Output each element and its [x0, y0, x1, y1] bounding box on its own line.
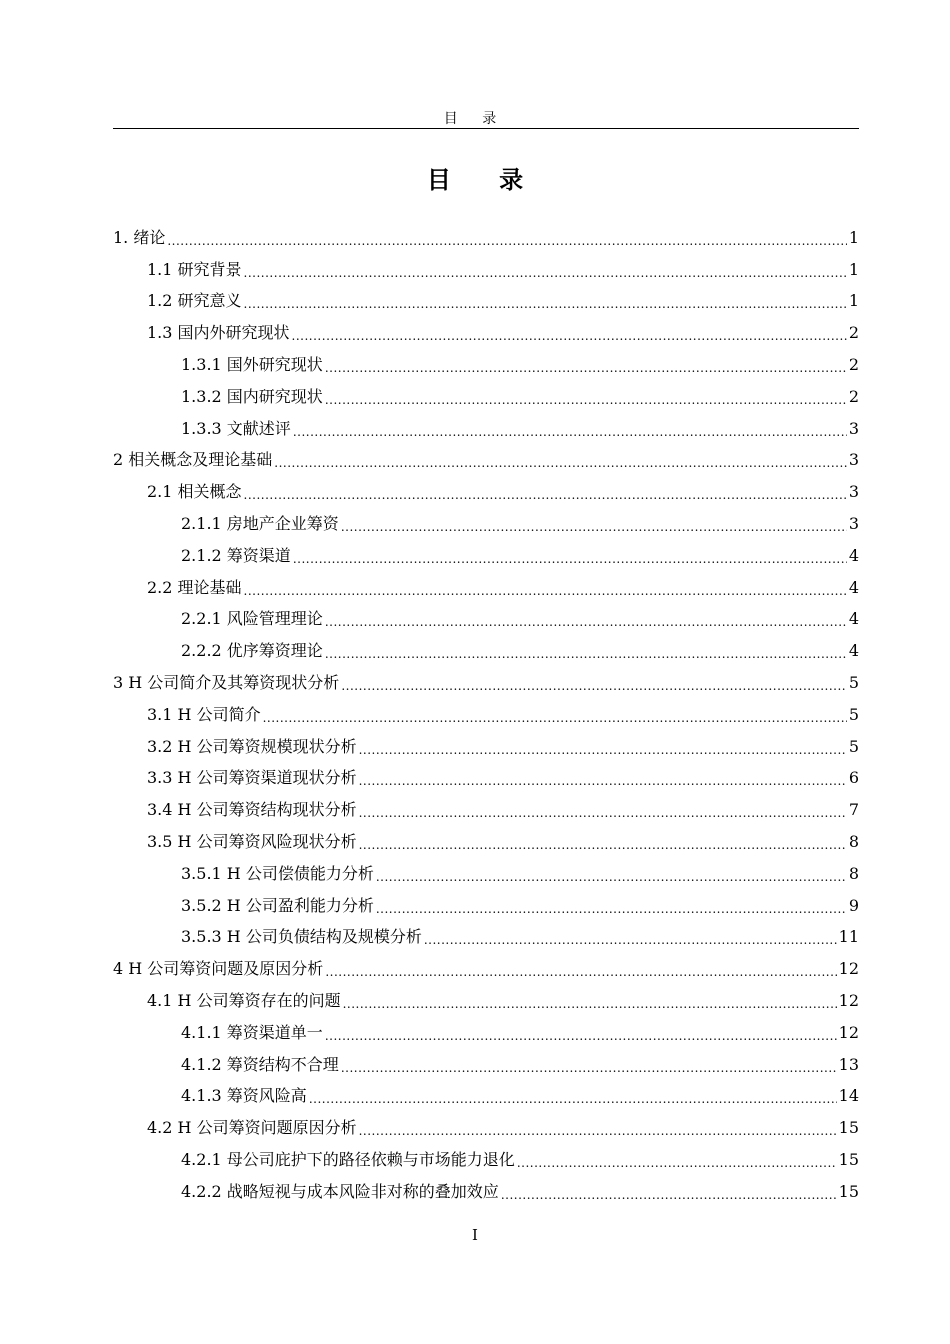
- toc-entry[interactable]: [113, 381, 859, 413]
- toc-entry[interactable]: [113, 763, 859, 795]
- toc-entry-page: 11: [838, 927, 859, 947]
- dot-leader: [309, 1093, 837, 1105]
- toc-entry-page: 7: [848, 800, 859, 820]
- toc-entry-label: 1.1 研究背景: [147, 259, 242, 279]
- toc-entry[interactable]: [113, 635, 859, 667]
- toc-entry-label: 3.5.3 H 公司负债结构及规模分析: [181, 927, 422, 947]
- toc-entry-page: 12: [838, 991, 859, 1011]
- toc-entry-page: 2: [848, 355, 859, 375]
- toc-entry-label: 3.1 H 公司简介: [147, 704, 261, 724]
- header-divider: [113, 128, 859, 129]
- dot-leader: [325, 648, 847, 660]
- toc-entry-label: 4.1.3 筹资风险高: [181, 1086, 307, 1106]
- dot-leader: [293, 553, 847, 565]
- toc-entry-page: 12: [838, 1022, 859, 1042]
- table-of-contents: [113, 222, 859, 1208]
- toc-entry[interactable]: [113, 1081, 859, 1113]
- toc-entry-label: 3 H 公司简介及其筹资现状分析: [113, 673, 340, 693]
- toc-entry[interactable]: [113, 922, 859, 954]
- toc-entry[interactable]: [113, 667, 859, 699]
- toc-entry-page: 3: [848, 418, 859, 438]
- dot-leader: [376, 871, 847, 883]
- toc-entry-label: 2.2 理论基础: [147, 577, 242, 597]
- toc-entry-label: 4.1.1 筹资渠道单一: [181, 1022, 323, 1042]
- dot-leader: [167, 235, 846, 247]
- toc-entry-label: 2 相关概念及理论基础: [113, 450, 273, 470]
- dot-leader: [359, 1125, 837, 1137]
- toc-entry-page: 1: [848, 291, 859, 311]
- toc-entry-label: 2.2.2 优序筹资理论: [181, 641, 323, 661]
- toc-entry-label: 1.3 国内外研究现状: [147, 323, 290, 343]
- toc-entry-page: 8: [848, 832, 859, 852]
- dot-leader: [244, 267, 847, 279]
- toc-entry[interactable]: [113, 445, 859, 477]
- toc-entry[interactable]: [113, 508, 859, 540]
- toc-entry-label: 4.2 H 公司筹资问题原因分析: [147, 1118, 357, 1138]
- toc-entry[interactable]: [113, 540, 859, 572]
- toc-entry-label: 4.2.2 战略短视与成本风险非对称的叠加效应: [181, 1181, 499, 1201]
- dot-leader: [274, 457, 847, 469]
- dot-leader: [244, 298, 847, 310]
- toc-entry-page: 1: [848, 227, 859, 247]
- toc-entry-label: 4.1 H 公司筹资存在的问题: [147, 991, 341, 1011]
- toc-entry-label: 1.3.1 国外研究现状: [181, 355, 323, 375]
- dot-leader: [325, 362, 847, 374]
- dot-leader: [244, 585, 847, 597]
- dot-leader: [325, 394, 847, 406]
- toc-entry-page: 12: [838, 959, 859, 979]
- toc-entry[interactable]: [113, 317, 859, 349]
- toc-entry-label: 4.2.1 母公司庇护下的路径依赖与市场能力退化: [181, 1150, 515, 1169]
- dot-leader: [263, 712, 847, 724]
- dot-leader: [244, 489, 847, 501]
- toc-entry-page: 2: [848, 323, 859, 343]
- dot-leader: [341, 680, 847, 692]
- toc-entry-page: 15: [838, 1118, 859, 1138]
- toc-entry[interactable]: [113, 349, 859, 381]
- dot-leader: [359, 839, 847, 851]
- toc-entry-page: 15: [838, 1181, 859, 1201]
- toc-entry-label: 1.3.2 国内研究现状: [181, 386, 323, 406]
- toc-entry-label: 3.5.1 H 公司偿债能力分析: [181, 863, 374, 883]
- dot-leader: [292, 330, 847, 342]
- dot-leader: [325, 616, 847, 628]
- dot-leader: [341, 521, 847, 533]
- toc-entry[interactable]: [113, 1176, 859, 1208]
- toc-entry-label: 3.4 H 公司筹资结构现状分析: [147, 800, 357, 820]
- toc-entry-label: 1. 绪论: [113, 227, 166, 247]
- dot-leader: [376, 903, 847, 915]
- toc-entry[interactable]: [113, 985, 859, 1017]
- dot-leader: [293, 426, 847, 438]
- toc-entry-page: 6: [848, 768, 859, 788]
- toc-entry[interactable]: [113, 1017, 859, 1049]
- toc-entry[interactable]: [113, 286, 859, 318]
- toc-entry[interactable]: [113, 699, 859, 731]
- toc-entry-page: 5: [848, 704, 859, 724]
- dot-leader: [517, 1157, 837, 1169]
- dot-leader: [341, 1062, 837, 1074]
- toc-entry-label: 2.1.2 筹资渠道: [181, 545, 291, 565]
- toc-entry-page: 13: [838, 1054, 859, 1074]
- toc-entry[interactable]: [113, 890, 859, 922]
- dot-leader: [501, 1189, 837, 1201]
- toc-entry[interactable]: [113, 953, 859, 985]
- dot-leader: [424, 934, 837, 946]
- toc-entry-label: 2.2.1 风险管理理论: [181, 609, 323, 629]
- toc-title: 目 录: [426, 166, 544, 194]
- toc-entry-page: 9: [848, 895, 859, 915]
- toc-entry-page: 3: [848, 450, 859, 470]
- toc-entry[interactable]: [113, 731, 859, 763]
- toc-entry[interactable]: [113, 604, 859, 636]
- toc-entry-page: 4: [848, 545, 859, 565]
- toc-entry-label: 2.1 相关概念: [147, 482, 242, 502]
- toc-entry[interactable]: [113, 222, 859, 254]
- toc-entry-page: 14: [838, 1086, 859, 1106]
- toc-entry[interactable]: [113, 826, 859, 858]
- toc-entry-label: 3.5 H 公司筹资风险现状分析: [147, 832, 357, 852]
- toc-entry-page: 5: [848, 673, 859, 693]
- toc-entry-page: 8: [848, 863, 859, 883]
- dot-leader: [359, 807, 847, 819]
- toc-entry-page: 5: [848, 736, 859, 756]
- toc-entry[interactable]: [113, 413, 859, 445]
- toc-entry-label: 2.1.1 房地产企业筹资: [181, 514, 339, 534]
- toc-entry-page: 3: [848, 482, 859, 502]
- toc-entry-label: 3.3 H 公司筹资渠道现状分析: [147, 768, 357, 788]
- toc-entry[interactable]: [113, 1112, 859, 1144]
- toc-entry-page: 1: [848, 259, 859, 279]
- toc-entry-label: 3.5.2 H 公司盈利能力分析: [181, 895, 374, 915]
- toc-entry[interactable]: [113, 1144, 859, 1176]
- toc-entry[interactable]: [113, 254, 859, 286]
- dot-leader: [359, 744, 847, 756]
- page-number: I: [472, 1226, 478, 1244]
- toc-entry-label: 4.1.2 筹资结构不合理: [181, 1054, 339, 1074]
- toc-entry-label: 4 H 公司筹资问题及原因分析: [113, 959, 324, 979]
- running-header: 目 录: [443, 111, 507, 127]
- toc-entry-page: 4: [848, 609, 859, 629]
- dot-leader: [325, 966, 836, 978]
- toc-entry-page: 2: [848, 386, 859, 406]
- toc-entry-label: 1.2 研究意义: [147, 291, 242, 311]
- toc-entry-label: 3.2 H 公司筹资规模现状分析: [147, 736, 357, 756]
- toc-entry[interactable]: [113, 572, 859, 604]
- toc-entry-page: 3: [848, 514, 859, 534]
- toc-entry-page: 15: [838, 1150, 859, 1169]
- toc-entry[interactable]: [113, 858, 859, 890]
- dot-leader: [359, 775, 847, 787]
- toc-entry[interactable]: [113, 794, 859, 826]
- toc-entry-label: 1.3.3 文献述评: [181, 418, 291, 438]
- toc-entry[interactable]: [113, 1049, 859, 1081]
- toc-entry-page: 4: [848, 577, 859, 597]
- toc-entry[interactable]: [113, 476, 859, 508]
- dot-leader: [325, 1030, 837, 1042]
- dot-leader: [343, 998, 837, 1010]
- toc-entry-page: 4: [848, 641, 859, 661]
